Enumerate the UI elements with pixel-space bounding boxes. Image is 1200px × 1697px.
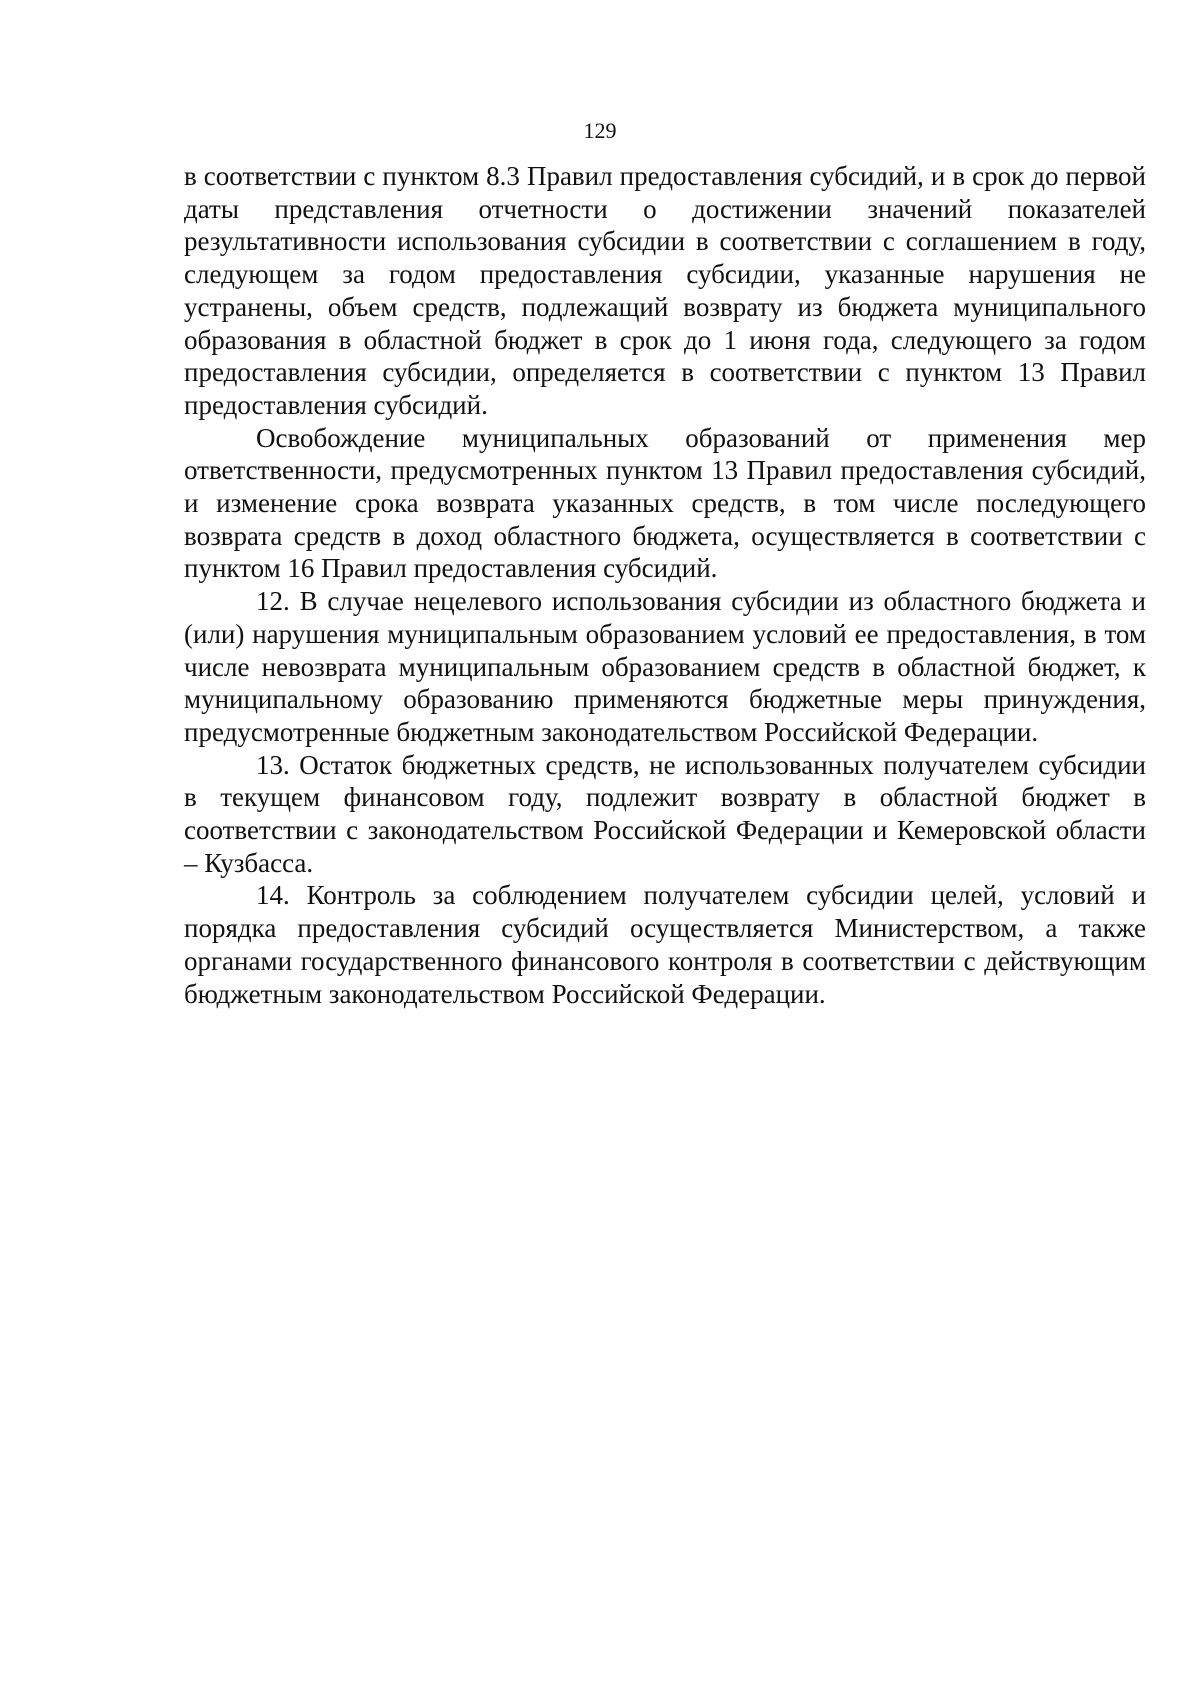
paragraph-item-14: 14. Контроль за соблюдением получателем субсидии целей, условий и порядка предоставления субсидий осуществляется Министерством, а также органами государственного финансового контроля в соответствии с действующим бюджетным законодательством Российской Федерации. [184, 880, 1146, 1009]
paragraph-item-12: 12. В случае нецелевого использования субсидии из областного бюджета и (или) нарушения муниципальным образованием условий ее предоставления, в том числе невозврата муниципальным образованием средств в областной бюджет, к муниципальному образованию применяются бюджетные меры принуждения, предусмотренные бюджетным законодательством Российской Федерации. [184, 586, 1146, 747]
paragraph-exemption: Освобождение муниципальных образований от применения мер ответственности, предусмотренных пунктом 13 Правил предоставления субсидий, и изменение срока возврата указанных средств, в том числе последующего возврата средств в доход областного бюджета, осуществляется в соответствии с пунктом 16 Правил предоставления субсидий. [184, 422, 1146, 584]
document-body [184, 160, 1146, 1010]
paragraph-item-13: 13. Остаток бюджетных средств, не использованных получателем субсидии в текущем финансовом году, подлежит возврату в областной бюджет в соответствии с законодательством Российской Федерации и Кемеровской области – Кузбасса. [184, 749, 1146, 878]
paragraph-continuation: в соответствии с пунктом 8.3 Правил предоставления субсидий, и в срок до первой даты представления отчетности о достижении значений показателей результативности использования субсидии в соответствии с соглашением в году, следующем за годом предоставления субсидии, указанные нарушения не устранены, объем средств, подлежащий возврату из бюджета муниципального образования в областной бюджет в срок до 1 июня года, следующего за годом предоставления субсидии, определяется в соответствии с пунктом 13 Правил предоставления субсидий. [184, 161, 1146, 420]
page-number: 129 [583, 118, 617, 143]
